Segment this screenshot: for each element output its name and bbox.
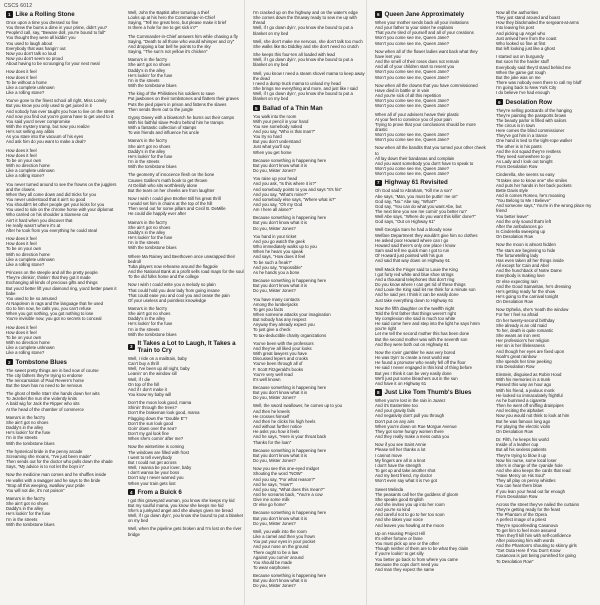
- lyric-verse: I started out on burgundy But soon hit the harder stuff Everybody said they'd stand behind me When the game got rough But the joke was on me There was nobody even there to call my bluff I'm going back to New York City I do believe I've had enough: [496, 54, 582, 96]
- lyric-verse: The hysterical bride in the penny arcade Screaming she moans, "I've just been made" Then sends out for the doctor who pulls down the shade Says, "My advice is to not let the boys in": [6, 448, 113, 470]
- track-number-badge: 6: [376, 12, 380, 17]
- lyric-verse: Mama's in the fact'ry She ain't got no shoes Daddy's in the alley He's lookin' for the fuse I'm in the streets With the tombstone blues: [128, 305, 177, 337]
- lyric-verse: Mama's in the fact'ry She ain't got no shoes Daddy's in the alley He's lookin' for the fuse I'm in the streets With the tombstone blues: [128, 138, 177, 170]
- lyric-verse: Now when all of the flower ladies want back what they have lent you And the smell of their roses does not remain And all of your children start to resent you Won't you come see me, Queen Jane? Won't you come see me, Queen Jane?: [375, 48, 478, 80]
- track-number-badge: 9: [497, 99, 501, 105]
- lyric-verse: You have many contacts Among the lumberjacks To get you facts When someone attacks your imagination But nobody has any respect Anyway they already expect you To just give a check To tax-deductible charity organizations: [253, 296, 331, 338]
- lyric-verse: Well, John the Baptist after torturing a thief Looks up at his hero the Commander-in-Chief Saying, "Tell me great hero, but please make it brief Is there a hole for me to get sick in?": [128, 10, 227, 31]
- lyric-verse: Now the rovin' gambler he was very bored He was tryin' to create a next world war He found a promoter who nearly fell off the floor He said I never engaged in this kind of thing before But yes I think it can be very easily done We'll just put some bleachers out in the sun And have it on Highway 61: [375, 349, 472, 386]
- song-heading: [375, 389, 488, 396]
- lyric-verse: Gypsy Davey with a blowtorch he burns out their camps With his faithful slave Pedro behind him he tramps With a fantastic collection of stamps To win friends and influence his uncle: [128, 114, 235, 136]
- song-heading: [375, 179, 488, 186]
- song-title: Ballad of a Thin Man: [262, 104, 323, 112]
- lyric-verse: Because something is happening here But you don't know what it is Do you, Mister Jones?: [253, 573, 327, 589]
- catalog-number: CSCS 6012: [4, 3, 33, 9]
- lyric-verse: You've been with the professors And they've all liked your looks With great lawyers you have Discussed lepers and crooks You've been through all of F. Scott Fitzgerald's books You're very well read It's well known: [253, 340, 314, 382]
- lyric-verse: Sweet Melinda The peasants call her the goddess of gloom She speaks good English And she invites you up into her room And you're so kind And careful not to go to her too soon And she takes your voice And leaves you howling at the moon: [375, 486, 459, 528]
- lyric-verse: Now I wish I could write you a melody so plain That could hold you dear lady from going insane That could ease you and cool you and cease the pain Of your useless and pointless knowledge: [128, 282, 230, 303]
- lyric-verse: Where Ma Rainey and Beethoven once unwrapped their bedroll Tuba players now rehearse around the flagpole And the National Bank at a profit sells road maps for the soul To the old folks home and the college: [128, 253, 244, 280]
- lyric-verse: They're selling postcards of the hanging They're painting the passports brown The beauty parlor is filled with sailors The circus is in town Here comes the blind commissioner They've got him in a trance One hand is tied to the tight-rope walker The other is in his pants And the riot squad they're restless They need somewhere to go As Lady and I look out tonight From Desolation Row: [496, 107, 573, 170]
- lyric-verse: Don't the moon look good, mama Shinin' through the trees? Don't the brakeman look good, mama Flagging down the "Double E"? Don't the sun look good Goin' down over the sea? Don't my gal look fine When she's comin' after me?: [128, 400, 200, 442]
- lyric-verse: Well Georgia Sam he had a bloody nose Welfare Department they wouldn't give him no clothes He asked poor Howard where can I go Howard said there's only one place I know Sam said tell me quick man I got to run Ol' Howard just pointed with his gun And said that way down on Highway 61: [375, 227, 478, 264]
- page-fold: [244, 0, 245, 605]
- song-block: [6, 11, 118, 356]
- lyric-verse: When your mother sends back all your invitations And your father to your sister he explains That you're tired of yourself and all of your creations Won't you come see me, Queen Jane? Won't you come see me, Queen Jane?: [375, 20, 474, 46]
- lyric-verse: Now all the authorities They just stand around and boast How they blackmailed the sergeant-at-arms Into leaving his post And picking up Angel who Just arrived here from the coast Who looked so fine at first But left looking just like a ghost: [496, 10, 579, 52]
- song-title: Just Like Tom Thumb's Blues: [384, 389, 472, 396]
- lyric-verse: The geometry of innocence flesh on the bone Causes Galileo's math book to get thrown At Delilah who sits worthlessly alone But the tears on her cheeks are from laughter: [128, 172, 215, 193]
- lyric-verse: Now I wish I could give Brother Bill his great thrill I would set him in chains at the top of the hill Then send out for some pillars and Cecil B. DeMille He could die happily ever after: [128, 196, 226, 217]
- lyric-verse: Well, when the pipeline gets broken and I'm lost on the river bridge: [128, 526, 242, 537]
- lyric-verse: Now Ophelia, she's 'neath the window For her I feel so afraid On her twenty-second birthday She already is an old maid To her, death is quite romantic She wears an iron vest Her profession's her religion Her sin is her lifelessness And though her eyes are fixed upon Noah's great rainbow She spends her time peeking Into Desolation Row: [496, 307, 569, 369]
- lyrics-column-1: [6, 10, 118, 602]
- song-heading: [128, 340, 244, 354]
- lyric-verse: Up on Housing Project Hill It's either fortune or fame You must pick up one or the other Though neither of them are to be what they claim If you're lookin' to get silly You better go back to from where you came Because the cops don't need you And man they expect the same: [375, 530, 469, 572]
- lyric-verse: Cinderella, she seems so easy "It takes one to know one" she smiles And puts her hands in her back pockets Bette Davis style And in comes Romeo, he's moaning "You Belong to Me I Believe" And someone says," You're in the wrong place my friend You better leave" And the only sound that's left After the ambulances go Is Cinderella sweeping up On Desolation Row: [496, 172, 592, 240]
- lyric-verse: Einstein, disguised as Robin Hood With his memories in a trunk Passed this way an hour ago With his friend, a jealous monk He looked so immaculately frightful As he bummed a cigarette Then he went off sniffing drainpipes And reciting the alphabet Now you would not think to look at him But he was famous long ago For playing the electric violin On Desolation Row: [496, 372, 570, 434]
- lyric-verse: When all of your advisers heave their plastic At your feet to convince you of your pain Trying to prove that your conclusions should be more drastic Won't you come see me, Queen Jane? Won't you come see me, Queen Jane?: [375, 111, 476, 143]
- lyric-verse: Now when all the bandits that you turned your other cheek to All lay down their bandanas and complain And you want somebody you don't have to speak to Won't you come see me, Queen Jane? Won't you come see me, Queen Jane?: [375, 145, 486, 177]
- song-block: [6, 359, 118, 527]
- lyric-verse: You walk into the room With your pencil in your hand You see somebody naked And you say, "Who is that man?" You try so hard But you don't understand Just what you'll say When you get home: [253, 113, 316, 155]
- track-number-badge: 1: [7, 12, 11, 17]
- song-heading: [128, 489, 244, 496]
- lyrics-column-4: [375, 10, 488, 602]
- song-block: [128, 340, 244, 486]
- song-block: [128, 10, 244, 337]
- lyric-verse: Well, you walk into the room Like a camel and then you frown You put your eyes in your pocket And your nose on the ground There ought to be a law Against you comin' around You should be made To wear earphones: [253, 528, 316, 570]
- lyric-verse: Oh God said to Abraham, "Kill me a son" Abe says, "Man, you must be puttin' me on" God say, "No." Abe say, "What?" God say, "You can do what you want Abe, but The next time you see me comin' you better run" Well Abe says, "Where do you want this killin' done?" God says, "Out on Highway 61": [375, 188, 476, 225]
- song-heading: [253, 105, 366, 112]
- lyric-verse: Once upon a time you dressed so fine You threw the bums a dime in your prime, didn't you? People'd call, say, "Beware doll, you're bound to fall" You thought they were all kiddin' you You used to laugh about Everybody that was hangin' out Now you don't talk so loud Now you don't seem so proud About having to be scrounging for your next meal: [6, 20, 107, 67]
- song-block: [496, 99, 596, 564]
- lyric-verse: Because something is happening here But you don't know what it is Do you, Mister Jones?: [253, 157, 327, 174]
- lyric-verse: Now if you see Saint Annie Please tell her thanks a lot I cannot move My fingers are all in a knot I don't have the strength To get up and take another shot And my best friend, my doctor Won't even say what it is I've got: [375, 442, 437, 484]
- lyric-sheet: [6, 10, 596, 602]
- lyric-verse: Because something is happening here But you don't know what it is Do you, Mister Jones?: [253, 278, 327, 294]
- lyrics-column-2: [128, 10, 244, 602]
- lyric-verse: You never turned around to see the frowns on the jugglers and the clowns When they all come down and did tricks for you You never understood that it ain't no good You shouldn't let other people get your kicks for you You used to ride on the chrome horse with your diplomat Who carried on his shoulder a Siamese cat Ain't it hard when you discover that He really wasn't where it's at After he took from you everything he could steal: [6, 181, 117, 233]
- lyric-verse: When you're lost in the rain in Juarez And it's Eastertime too And your gravity fails And negativity don't pull you through Don't put on any airs When you're down on Rue Morgue Avenue They got some hungry women there And they really make a mess outta you: [375, 398, 457, 440]
- lyric-verse: I'm cracked up on the highway and on the water's edge She comes down the thruway ready to sew me up with thread Well, if I go down dyin', you know she bound to put a blanket on my bed: [253, 10, 358, 36]
- lyric-verse: Dr. Filth, he keeps his world Inside of a leather cup But all his sexless patients They're trying to blow it up Now his nurse, some local loser She's in charge of the cyanide hole And she also keeps the cards that read "Have Mercy on His Soul" They all play on penny whistles You can hear them blow If you lean your head out far enough From Desolation Row: [496, 437, 571, 499]
- song-title: It Takes a Lot to Laugh, It Takes a Train to Cry: [137, 339, 236, 354]
- lyric-verse: Now the medicine man comes and he shuffles inside He walks with a swagger and he says to the bride "Stop all this weeping, swallow your pride You will not die, it's not poison": [6, 472, 107, 493]
- lyric-verse: She keeps this four-ten all loaded with lead Well, if I go down dyin', you know she bound to put a blanket on my bed: [253, 52, 353, 68]
- lyric-verse: Now the fifth daughter on the twelfth night Told the first father that things weren't right My complexion she said is much too white He said come here and step into the light he says hmm you're right Let me tell the second mother this has been done But the second mother was with the seventh son And they were both out on Highway 61: [375, 305, 480, 347]
- lyric-verse: I got this graveyard woman, you know she keeps my kid But my soulful mama, you know she keeps me hid She's a junkyard angel and she always gives me bread Well, if I go down dyin', you know she bound to put a blanket on my bed: [128, 497, 243, 524]
- lyric-verse: The Commander-in-Chief answers him while chasing a fly Saying, "Death to all those who would whimper and cry" And dropping a bar bell he points to the sky Saying, "The sun's not yellow it's chicken": [128, 33, 238, 55]
- track-number-badge: 5: [254, 105, 258, 111]
- song-heading: [375, 11, 488, 18]
- lyric-verse: Now the wintertime is coming The windows are filled with frost I went to tell everybody But I could not get across Well, I wanna be your lover, baby I don't wanna be your boss Don't say I never warned you When your train gets lost: [128, 444, 192, 486]
- song-heading: [6, 359, 118, 366]
- lyric-verse: Because something is happening here But you don't know what it is Do you, Mister Jones?: [253, 510, 327, 526]
- song-block: [128, 489, 244, 537]
- lyric-verse: You've gone to the finest school all right, Miss Lonely But you know you only used to get juiced in it And nobody has ever taught you how to live on the street And now you find out you're gonna have to get used to it You said you'd never compromise With the mystery tramp, but now you realize He's not selling any alibis As you stare into the vacuum of his eyes And ask him do you want to make a deal?: [6, 98, 115, 145]
- lyric-verse: The sweet pretty things are in bed now of course The city fathers they're trying to endorse The reincarnation of Paul Revere's horse But the town has no need to be nervous: [6, 367, 99, 388]
- song-block: [375, 11, 488, 176]
- song-block: [375, 179, 488, 386]
- lyrics-column-5: [496, 10, 596, 602]
- lyric-verse: How does it feel How does it feel To be on your own With no direction home Like a complete unknown Like a rolling stone?: [6, 236, 55, 267]
- song-title: Tombstone Blues: [15, 358, 67, 366]
- lyric-verse: Because something is happening here But you don't know what it is Do you, Mister Jones?: [253, 447, 327, 464]
- track-number-badge: 2: [7, 359, 11, 365]
- lyric-verse: The ghost of Belle Starr she hands down her wits To Jezebel the nun she violently knits A bald wig for Jack the Ripper who sits At the head of the chamber of commerce: [6, 391, 100, 412]
- song-title: Queen Jane Approximately: [384, 11, 465, 18]
- song-heading: [496, 99, 596, 106]
- lyric-verse: Because something is happening here But you don't know what it is Do you, Mister Jones?: [253, 215, 327, 231]
- lyric-verse: Well Mack the Finger said to Louie the King I got forty red white and blue shoe strings And a thousand telephones that don't ring Do you know where I can get rid of these things And Louie the King said let me think for a minute son And he said yes I think it can be easily done Just take everything down to Highway 61: [375, 266, 476, 303]
- lyric-verse: Across the street they've nailed the curtains They're getting ready for the feast The Phantom of the Opera A perfect image of a priest They're spoonfeeding Casanova To get him to feel more assured Then they'll kill him with self-confidence After poisoning him with words And the Phantom's shouting to skinny girls "Get Outa Here If You Don't Know Casanova is just being punished for going To Desolation Row": [496, 501, 579, 564]
- song-title: From a Buick 6: [137, 488, 182, 496]
- lyric-verse: How does it feel How does it feel To be without a home Like a complete unknown Like a rolling stone?: [6, 69, 55, 96]
- song-title: Like a Rolling Stone: [15, 11, 75, 18]
- lyric-verse: Well, you know I need a steam shovel mama to keep away the dead I need a dump truck mama to unload my head She brings me everything and more, and just like I said Well, if I go down dyin', you know she bound to put a blanket on my bed: [253, 70, 365, 102]
- song-block: [253, 105, 366, 589]
- lyric-verse: Mama's in the fact'ry She ain't got no shoes Daddy's in the alley He's lookin' for the fuse I'm in the streets With the tombstone blues: [6, 495, 55, 527]
- track-number-badge: 3: [129, 344, 133, 350]
- lyric-verse: You hand in your ticket And you go watch the geek Who immediately walks up to you When he hears you speak And says, "How does it feel To be such a freak?" And you say, "Impossible" As he hands you a bone: [253, 233, 317, 275]
- lyric-verse: Now the moon is almost hidden The stars are beginning to hide The fortunetelling lady Has even taken all her things inside All except for Cain and Abel And the hunchback of Notre Dame Everybody is making love Or else expecting rain And the Good Samaritan, he's dressing He's getting ready for the show He's going to the carnival tonight On Desolation Row: [496, 242, 571, 305]
- lyric-verse: Well, she don't make me nervous, she don't talk too much She walks like Bo Diddley and she don't need no crutch: [253, 38, 363, 49]
- lyric-verse: You raise up your head And you ask, "Is this where it is?" And somebody points to you and says "It's his" And you say, "What's mine?" And somebody else says, "Where what is?" And you say, "Oh my God Am I here all alone?": [253, 176, 342, 213]
- song-heading: [6, 11, 118, 18]
- lyric-verse: Princess on the steeple and all the pretty people They're drinkin', thinkin' that they got it made Exchanging all kinds of precious gifts and things But you'd better lift your diamond ring, you'd better pawn it babe You used to be so amused At Napoleon in rags and the language that he used Go to him now, he calls you, you can't refuse When you got nothing, you got nothing to lose You're invisible now, you got no secrets to conceal: [6, 270, 117, 322]
- lyric-verse: The king of the Philistines his soldiers to save Put jawbones on their tombstones and flatters their graves Puts the pied pipers in prison and fattens the slaves Then sends them out to the jungle: [128, 91, 239, 112]
- lyric-verse: Well, I ride on a mailtrain, baby Can't buy a thrill Well, I've been up all night, baby Leanin' on the window sill Well, if I die On top of the hill And if I don't make it You know my baby will: [128, 355, 190, 397]
- lyrics-column-3: [253, 10, 366, 602]
- song-title: Highway 61 Revisited: [384, 179, 448, 187]
- lyric-verse: Mama's in the fact'ry She ain't got no shoes Daddy's in the alley He's lookin' for the fuse I'm in the streets With the tombstone blues: [128, 57, 177, 89]
- page-fold: [366, 0, 367, 605]
- lyric-verse: Mama's in the fact'ry She ain't got no shoes Daddy's in the alley He's lookin' for the fuse I'm in the streets With the tombstone blues: [128, 219, 177, 251]
- lyric-verse: Now when all the clowns that you have commissioned Have died in battle or in vain And you're sick of all this repetition Won't you come see me, Queen Jane? Won't you come see me, Queen Jane?: [375, 82, 478, 109]
- lyric-verse: Because something is happening here But you don't know what it is Do you, Mister Jones?: [253, 385, 327, 401]
- song-title: Desolation Row: [505, 98, 552, 106]
- track-number-badge: 4: [129, 489, 133, 495]
- lyric-verse: Mama's in the fact'ry She ain't got no shoes Daddy's in the alley He's lookin' for the fuse I'm in the streets With the tombstone blues: [6, 414, 55, 446]
- lyric-verse: Now you see this one-eyed midget Shouting the word "NOW" And you say, "For what reason?" And he says, "How?" And you say, "What does this mean?" And he screams back, "You're a cow Give me some milk Or else go home": [253, 466, 325, 508]
- song-block: [496, 10, 596, 96]
- song-block: [375, 389, 488, 572]
- track-number-badge: 8: [376, 390, 380, 395]
- song-block: [253, 10, 366, 102]
- lyric-verse: How does it feel How does it feel To be on your own With no direction home Like a complete unknown Like a rolling stone?: [6, 324, 55, 356]
- lyric-verse: Well, the sword swallower, he comes up to you And then he kneels He crosses himself And then he clicks his high heels And without further notice He asks you how it feels And he says, "Here is your throat back Thanks for the loan": [253, 403, 343, 445]
- lyric-verse: How does it feel How does it feel To be on your own With no direction home Like a complete unknown Like a rolling stone?: [6, 147, 55, 179]
- track-number-badge: 7: [376, 180, 380, 186]
